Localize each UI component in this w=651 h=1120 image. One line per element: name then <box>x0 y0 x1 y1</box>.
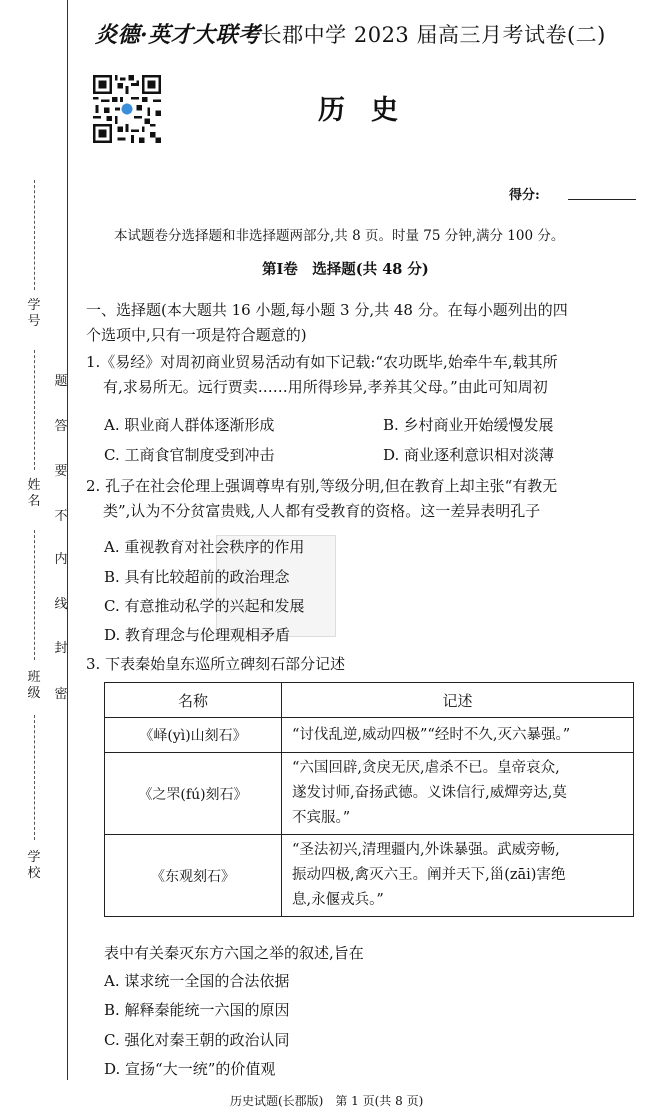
record-line: 振动四极,禽灭六王。阐并天下,甾(zāi)害绝 <box>292 867 566 883</box>
school-exam-name: 长郡中学 2023 届高三月考试卷(二) <box>260 23 606 47</box>
score-blank-line <box>568 199 636 200</box>
school-blank-line <box>34 715 35 840</box>
school-label: 学校 <box>27 850 41 881</box>
record-line: 遂发讨师,奋扬武德。义诛信行,威燀旁达,莫 <box>292 785 567 801</box>
option-c[interactable]: C. 工商食官制度受到冲击 <box>104 446 275 464</box>
table-header-name: 名称 <box>105 683 282 718</box>
seal-char: 答 <box>54 419 68 434</box>
question-1 <box>86 350 558 400</box>
table-row <box>105 753 634 835</box>
option-b[interactable]: B. 具有比较超前的政治理念 <box>104 568 290 586</box>
table-cell-name: 《东观刻石》 <box>105 835 282 917</box>
option-d[interactable]: D. 宣扬“大一统”的价值观 <box>104 1060 276 1078</box>
page-footer: 历史试题(长郡版) 第 1 页(共 8 页) <box>230 1094 424 1108</box>
option-a[interactable]: A. 重视教育对社会秩序的作用 <box>104 538 305 556</box>
table-row <box>105 718 634 753</box>
table-header-record: 记述 <box>282 683 634 718</box>
inscription-table <box>104 682 634 917</box>
option-a[interactable]: A. 职业商人群体逐渐形成 <box>104 416 275 434</box>
option-a[interactable]: A. 谋求统一全国的合法依据 <box>104 972 290 990</box>
exam-instructions: 本试题卷分选择题和非选择题两部分,共 8 页。时量 75 分钟,满分 100 分。 <box>114 228 565 244</box>
seal-char: 题 <box>54 374 68 389</box>
question-stem-line: 1.《易经》对周初商业贸易活动有如下记载:“农功既毕,始牵牛车,载其所 <box>86 353 558 371</box>
question-stem-line: 2. 孔子在社会伦理上强调尊卑有别,等级分明,但在教育上却主张“有教无 <box>86 477 558 495</box>
option-c[interactable]: C. 强化对秦王朝的政治认同 <box>104 1031 290 1049</box>
seal-char: 要 <box>54 464 68 479</box>
record-line: “圣法初兴,清理疆内,外诛暴强。武威旁畅, <box>292 842 560 858</box>
table-cell-record <box>282 753 634 835</box>
question-3: 3. 下表秦始皇东巡所立碑刻石部分记述 <box>86 655 346 673</box>
section-heading-line: 一、选择题(本大题共 16 小题,每小题 3 分,共 48 分。在每小题列出的四 <box>86 301 568 319</box>
option-b[interactable]: B. 乡村商业开始缓慢发展 <box>383 416 554 434</box>
question-stem-line: 类”,认为不分贫富贵贱,人人都有受教育的资格。这一差异表明孔子 <box>103 502 541 520</box>
record-line: 不宾服。” <box>292 810 351 826</box>
student-id-blank-line <box>34 180 35 290</box>
class-label: 班级 <box>27 670 41 701</box>
table-cell-record <box>282 835 634 917</box>
record-line: 息,永偃戎兵。” <box>292 892 384 908</box>
record-line: “六国回辟,贪戾无厌,虐杀不已。皇帝哀众, <box>292 760 560 776</box>
section-heading <box>86 298 568 348</box>
seal-char: 内 <box>54 552 68 567</box>
seal-char: 密 <box>54 687 68 702</box>
option-c[interactable]: C. 有意推动私学的兴起和发展 <box>104 597 305 615</box>
question-stem-line: 表中有关秦灭东方六国之举的叙述,旨在 <box>104 944 364 962</box>
student-id-label: 学号 <box>27 298 41 329</box>
qr-code-icon <box>93 75 161 143</box>
seal-char: 线 <box>54 597 68 612</box>
table-cell-name: 《之罘(fú)刻石》 <box>105 753 282 835</box>
record-line: “讨伐乱逆,威动四极”“经时不久,灭六暴强。” <box>292 726 571 743</box>
class-blank-line <box>34 530 35 660</box>
part-title: 第Ⅰ卷 选择题(共 48 分) <box>262 261 429 278</box>
name-label: 姓名 <box>27 478 41 509</box>
option-b[interactable]: B. 解释秦能统一六国的原因 <box>104 1001 290 1019</box>
seal-char: 不 <box>54 509 68 524</box>
subject-title: 历史 <box>318 95 424 126</box>
table-cell-name: 《峄(yì)山刻石》 <box>105 718 282 753</box>
score-label: 得分: <box>509 188 540 203</box>
brand-name: 炎德·英才大联考 <box>95 22 261 48</box>
option-d[interactable]: D. 教育理念与伦理观相矛盾 <box>104 626 291 644</box>
section-heading-line: 个选项中,只有一项是符合题意的) <box>86 326 307 344</box>
table-row <box>105 835 634 917</box>
question-2 <box>86 474 557 524</box>
binding-border-line <box>67 0 68 1080</box>
table-header-row <box>105 683 634 718</box>
exam-header-title <box>95 18 606 49</box>
name-blank-line <box>34 350 35 470</box>
question-stem-line: 有,求易所无。远行贾卖……用所得珍异,孝养其父母。”由此可知周初 <box>103 378 548 396</box>
option-d[interactable]: D. 商业逐利意识相对淡薄 <box>383 446 555 464</box>
seal-char: 封 <box>54 641 68 656</box>
table-cell-record <box>282 718 634 753</box>
